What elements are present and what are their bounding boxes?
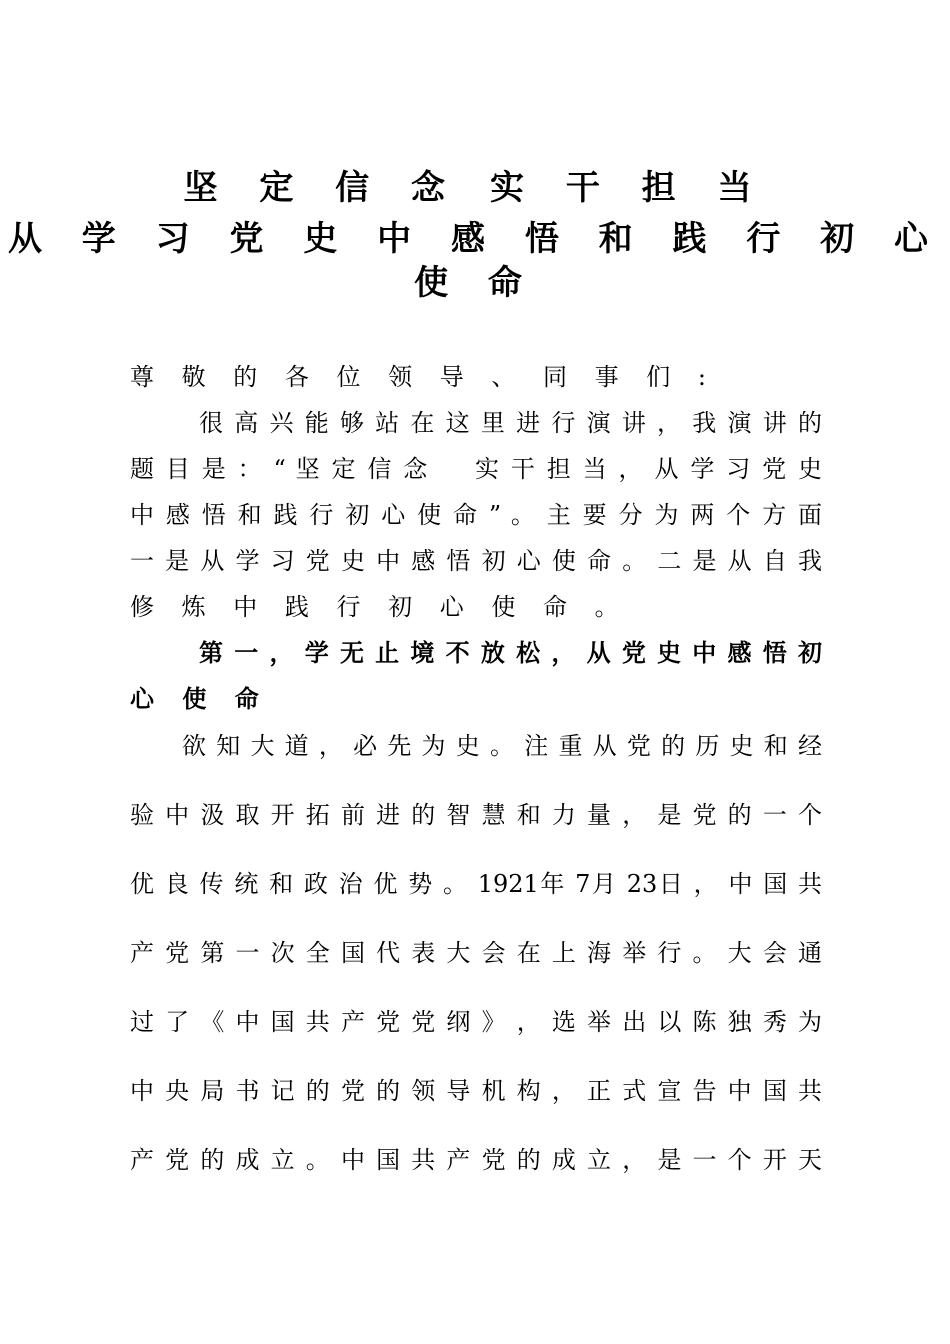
intro-line: 中 感 悟 和 践 行 初 心 使 命 ” 。 主 要 分 为 两 个 方 面 [130,501,822,529]
intro-line: 题 目 是 ： “ 坚 定 信 念 实 干 担 当 ， 从 学 习 党 史 [130,455,822,483]
heading-line: 心 使 命 [130,685,269,713]
body-line: 产 党 的 成 立 。 中 国 共 产 党 的 成 立 ， 是 一 个 开 天 [130,1146,822,1174]
body-line: 中 央 局 书 记 的 党 的 领 导 机 构 ， 正 式 宣 告 中 国 共 [130,1077,822,1105]
intro-line: 一 是 从 学 习 党 史 中 感 悟 初 心 使 命 。 二 是 从 自 我 [130,547,822,575]
title-line-3: 使 命 [414,263,536,303]
intro-line: 修 炼 中 践 行 初 心 使 命 。 [130,593,629,621]
body-line: 欲 知 大 道 ， 必 先 为 史 。 注 重 从 党 的 历 史 和 经 [182,732,822,760]
body-line: 验 中 汲 取 开 拓 前 进 的 智 慧 和 力 量 ， 是 党 的 一 个 [130,801,822,829]
title-line-1 [0,168,950,208]
title-line-2: 从 学 习 党 史 中 感 悟 和 践 行 初 心 [7,219,943,259]
body-line: 优 良 传 统 和 政 治 优 势 。 1921年 7月 23日 ， 中 国 共 [130,870,822,898]
body-line: 过 了 《 中 国 共 产 党 党 纲 》 ， 选 举 出 以 陈 独 秀 为 [130,1008,822,1036]
heading-line: 第 一 ， 学 无 止 境 不 放 松 ， 从 党 史 中 感 悟 初 [199,639,822,667]
greeting: 尊 敬 的 各 位 领 导 、 同 事 们 : [130,363,717,391]
body-line: 产 党 第 一 次 全 国 代 表 大 会 在 上 海 举 行 。 大 会 通 [130,939,822,967]
title-line-1-part-1: 坚 定 信 念 [183,168,460,208]
title-line-1-part-2: 实 干 担 当 [490,168,767,208]
intro-line: 很 高 兴 能 够 站 在 这 里 进 行 演 讲 ， 我 演 讲 的 [199,409,822,437]
